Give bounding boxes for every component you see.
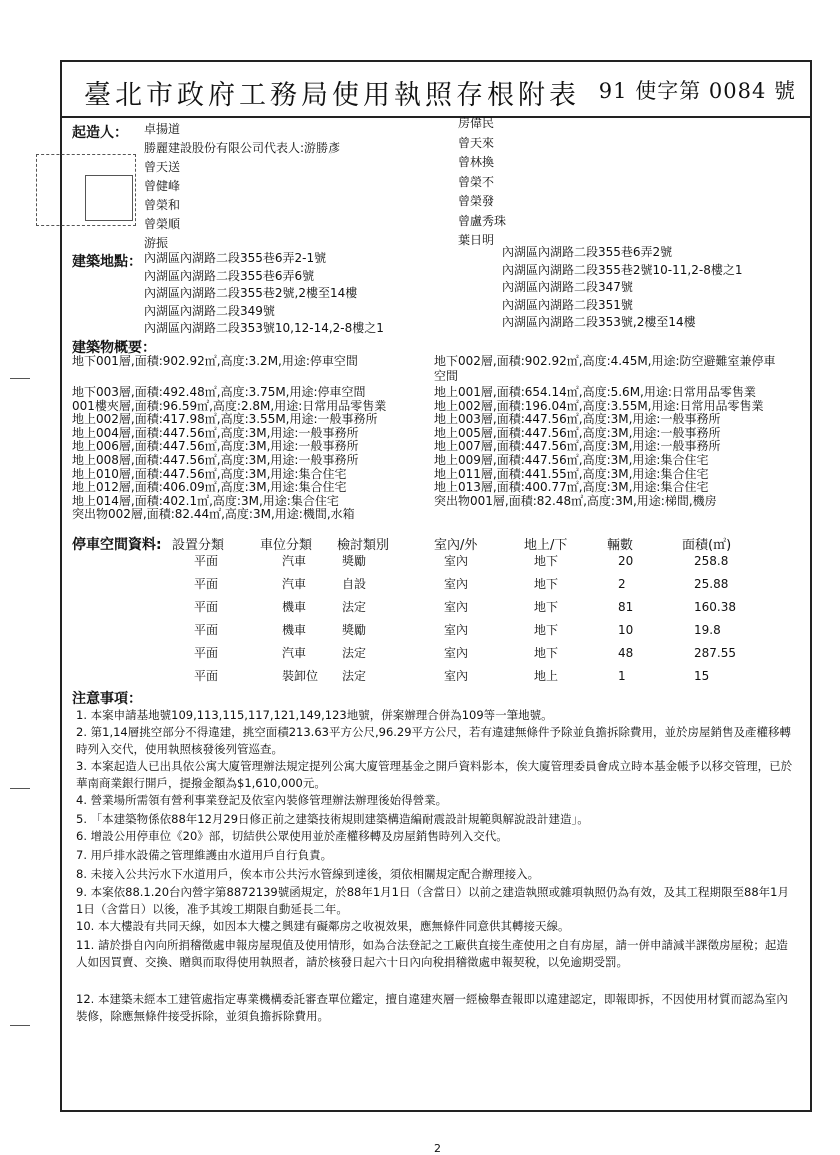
parking-column-header: 檢討類別 xyxy=(337,538,390,553)
note-item: 5. 「本建築物係依88年12月29日修正前之建築技術規則建築構造編耐震設計規範與解說設計建造」。 xyxy=(76,812,589,826)
parking-column-header: 輛數 xyxy=(607,538,634,553)
parking-cell: 1 xyxy=(618,669,626,683)
applicant-name: 曾榮和 xyxy=(144,198,181,212)
applicant-name: 葉日明 xyxy=(458,233,495,247)
building-floor-entry: 地上012層,面積:406.09㎡,高度:3M,用途:集合住宅 xyxy=(72,480,347,495)
parking-cell: 汽車 xyxy=(282,554,307,568)
note-item: 12. 本建築未經本工建管處指定專業機構委託審查單位鑑定，擅自違建夾層一經檢舉查報即以違建認定，即報即拆，不因使用材質而認為室內裝修，除應無條件接受拆除，並須負擔拆除費用。 xyxy=(76,992,788,1023)
parking-cell: 81 xyxy=(618,600,634,614)
parking-cell: 19.8 xyxy=(694,623,721,637)
applicant-name: 曾榮不 xyxy=(458,174,495,189)
site-address: 內湖區內湖路二段355巷6弄2-1號 xyxy=(144,251,327,265)
applicant-name: 曾天送 xyxy=(144,160,181,174)
parking-cell: 獎勵 xyxy=(342,554,367,568)
building-floor-entry: 地上008層,面積:447.56㎡,高度:3M,用途:一般事務所 xyxy=(72,453,359,467)
building-floor-entry: 突出物001層,面積:82.48㎡,高度:3M,用途:梯間,機房 xyxy=(434,493,717,508)
parking-cell: 25.88 xyxy=(694,577,729,591)
parking-cell: 汽車 xyxy=(282,577,307,591)
note-item: 9. 本案依88.1.20台內營字第8872139號函規定，於88年1月1日（含當日）以前之建造執照或雜項執照仍為有效，及其工程期限至88年1月1日（含當日）以後，准予其竣工期限自動延長二年。 xyxy=(76,885,789,916)
parking-cell: 室內 xyxy=(444,577,469,591)
parking-cell: 汽車 xyxy=(282,646,307,660)
page-title: 臺北市政府工務局使用執照存根附表 xyxy=(84,80,580,111)
site-address: 內湖區內湖路二段355巷2號10-11,2-8樓之1 xyxy=(502,262,743,277)
applicant-name: 曾榮發 xyxy=(458,194,495,208)
note-item: 2. 第1,14層挑空部分不得違建，挑空面積213.63平方公尺,96.29平方公尺，若有違建無條件予除並負擔拆除費用，並於房屋銷售及產權移轉時列入交代，使用執照核發後列管巡查。 xyxy=(76,725,792,756)
parking-cell: 160.38 xyxy=(694,600,736,614)
parking-cell: 平面 xyxy=(194,623,219,637)
applicant-name: 曾盧秀珠 xyxy=(458,213,507,228)
site-label: 建築地點： xyxy=(72,254,142,270)
parking-cell: 15 xyxy=(694,669,710,683)
applicant-name: 勝麗建設股份有限公司代表人:游勝彥 xyxy=(144,141,341,155)
parking-cell: 法定 xyxy=(342,646,367,660)
parking-column-header: 室內/外 xyxy=(434,538,478,553)
stamp-corner-box xyxy=(85,175,133,221)
parking-cell: 機車 xyxy=(282,623,307,637)
applicant-name: 曾健峰 xyxy=(144,179,181,193)
note-item: 3. 本案起造人已出具依公寓大廈管理辦法規定提列公寓大廈管理基金之開戶資料影本，俟大廈管理委員會成立時本基金帳予以移交管理，已於華南商業銀行開戶，提撥金額為$1,610,000元。 xyxy=(76,759,793,790)
building-floor-entry: 突出物002層,面積:82.44㎡,高度:3M,用途:機間,水箱 xyxy=(72,507,355,522)
building-floor-entry: 地上014層,面積:402.1㎡,高度:3M,用途:集合住宅 xyxy=(72,493,339,508)
building-floor-entry: 地上001層,面積:654.14㎡,高度:5.6M,用途:日常用品零售業 xyxy=(434,385,756,399)
building-floor-entry: 地上009層,面積:447.56㎡,高度:3M,用途:集合住宅 xyxy=(434,453,709,467)
note-item: 1. 本案申請基地號109,113,115,117,121,149,123地號，併案辦理合併為109等一筆地號。 xyxy=(76,708,553,722)
parking-cell: 平面 xyxy=(194,669,219,683)
parking-cell: 平面 xyxy=(194,646,219,660)
note-item: 6. 增設公用停車位《20》部，切結供公眾使用並於產權移轉及房屋銷售時列入交代。 xyxy=(76,829,508,843)
applicant-name: 曾榮順 xyxy=(144,217,181,231)
applicant-name: 卓揚道 xyxy=(144,122,181,136)
parking-cell: 平面 xyxy=(194,600,219,614)
parking-cell: 平面 xyxy=(194,577,219,591)
parking-cell: 地下 xyxy=(534,646,559,660)
building-floor-entry: 地上005層,面積:447.56㎡,高度:3M,用途:一般事務所 xyxy=(434,425,721,440)
scan-mark xyxy=(10,788,30,789)
parking-column-header: 面積(㎡) xyxy=(682,538,732,553)
parking-cell: 室內 xyxy=(444,646,469,660)
parking-column-header: 地上/下 xyxy=(524,538,568,553)
site-address: 內湖區內湖路二段351號 xyxy=(502,297,633,312)
building-floor-entry: 地下003層,面積:492.48㎡,高度:3.75M,用途:停車空間 xyxy=(72,385,366,399)
parking-cell: 地下 xyxy=(534,600,559,614)
building-first-left: 地下001層,面積:902.92㎡,高度:3.2M,用途:停車空間 xyxy=(72,354,358,368)
site-address: 內湖區內湖路二段353號10,12-14,2-8樓之1 xyxy=(144,321,384,335)
parking-cell: 自設 xyxy=(342,577,367,591)
parking-cell: 地下 xyxy=(534,554,559,568)
parking-cell: 地下 xyxy=(534,623,559,637)
parking-cell: 287.55 xyxy=(694,646,736,660)
note-item: 10. 本大樓設有共同天線，如因本大樓之興建有礙鄰房之收視效果，應無條件同意供其轉接天線。 xyxy=(76,919,570,933)
building-first-right-cont: 空間 xyxy=(434,369,459,383)
note-item: 4. 營業場所需領有營利事業登記及依室內裝修管理辦法辦理後始得營業。 xyxy=(76,793,448,807)
stamp-seal xyxy=(36,154,136,226)
scan-mark xyxy=(10,1025,30,1026)
site-address: 內湖區內湖路二段355巷6弄6號 xyxy=(144,268,315,283)
parking-cell: 室內 xyxy=(444,623,469,637)
parking-cell: 258.8 xyxy=(694,554,729,568)
parking-cell: 地上 xyxy=(534,669,559,683)
building-floor-entry: 地上013層,面積:400.77㎡,高度:3M,用途:集合住宅 xyxy=(434,480,709,495)
applicant-name: 房偉民 xyxy=(458,116,495,130)
applicants-label: 起造人： xyxy=(72,125,128,141)
site-address: 內湖區內湖路二段349號 xyxy=(144,303,275,318)
building-floor-entry: 地上007層,面積:447.56㎡,高度:3M,用途:一般事務所 xyxy=(434,439,721,454)
building-floor-entry: 地上011層,面積:441.55㎡,高度:3M,用途:集合住宅 xyxy=(434,466,709,481)
parking-cell: 室內 xyxy=(444,554,469,568)
parking-cell: 地下 xyxy=(534,577,559,591)
parking-cell: 室內 xyxy=(444,669,469,683)
building-floor-entry: 地上006層,面積:447.56㎡,高度:3M,用途:一般事務所 xyxy=(72,439,359,454)
parking-cell: 平面 xyxy=(194,554,219,568)
site-address: 內湖區內湖路二段355巷2號,2樓至14樓 xyxy=(144,286,358,300)
applicant-name: 曾林換 xyxy=(458,155,495,169)
applicant-name: 游振 xyxy=(144,236,169,250)
building-floor-entry: 地上004層,面積:447.56㎡,高度:3M,用途:一般事務所 xyxy=(72,425,359,440)
site-address: 內湖區內湖路二段355巷6弄2號 xyxy=(502,245,673,259)
note-item: 7. 用戶排水設備之管理維護由水道用戶自行負責。 xyxy=(76,848,333,862)
parking-cell: 48 xyxy=(618,646,634,660)
permit-number: 91 使字第 0084 號 xyxy=(598,79,796,103)
parking-cell: 獎勵 xyxy=(342,623,367,637)
building-first-right: 地下002層,面積:902.92㎡,高度:4.45M,用途:防空避難室兼停車 xyxy=(434,354,776,368)
parking-cell: 法定 xyxy=(342,669,367,683)
building-floor-entry: 地上010層,面積:447.56㎡,高度:3M,用途:集合住宅 xyxy=(72,466,347,481)
site-address: 內湖區內湖路二段347號 xyxy=(502,280,633,294)
scan-mark xyxy=(10,378,30,379)
document-frame xyxy=(60,60,812,1112)
note-item: 8. 未接入公共污水下水道用戶，俟本市公共污水管線到達後，須依相關規定配合辦理接入。 xyxy=(76,867,540,881)
note-item: 11. 請於掛自內向所捐稽徵處申報房屋現值及使用情形，如為合法登記之工廠供直接生產使用之自有房屋，請一併申請減半課徵房屋稅；起造人如因買賣、交換、贈與而取得使用執照者，請於核發日起六十日內向稅捐稽徵處申報契稅，以免逾期受罰。 xyxy=(76,938,788,969)
parking-cell: 2 xyxy=(618,577,626,591)
building-floor-entry: 地上002層,面積:417.98㎡,高度:3.55M,用途:一般事務所 xyxy=(72,412,378,427)
parking-cell: 20 xyxy=(618,554,634,568)
parking-cell: 法定 xyxy=(342,600,367,614)
building-label: 建築物概要： xyxy=(72,340,156,356)
parking-column-header: 設置分類 xyxy=(172,538,225,553)
notes-label: 注意事項： xyxy=(72,691,142,707)
applicant-name: 曾天來 xyxy=(458,135,495,150)
page-number: 2 xyxy=(434,1142,441,1155)
parking-column-header: 車位分類 xyxy=(260,538,313,553)
building-floor-entry: 地上003層,面積:447.56㎡,高度:3M,用途:一般事務所 xyxy=(434,412,721,427)
building-floor-entry: 地上002層,面積:196.04㎡,高度:3.55M,用途:日常用品零售業 xyxy=(434,398,764,413)
parking-cell: 裝卸位 xyxy=(282,669,319,683)
parking-cell: 室內 xyxy=(444,600,469,614)
parking-cell: 10 xyxy=(618,623,634,637)
title-bar xyxy=(62,62,810,118)
parking-cell: 機車 xyxy=(282,600,307,614)
site-address: 內湖區內湖路二段353號,2樓至14樓 xyxy=(502,315,696,329)
parking-label: 停車空間資料: xyxy=(72,537,162,553)
building-floor-entry: 001樓夾層,面積:96.59㎡,高度:2.8M,用途:日常用品零售業 xyxy=(72,398,387,413)
